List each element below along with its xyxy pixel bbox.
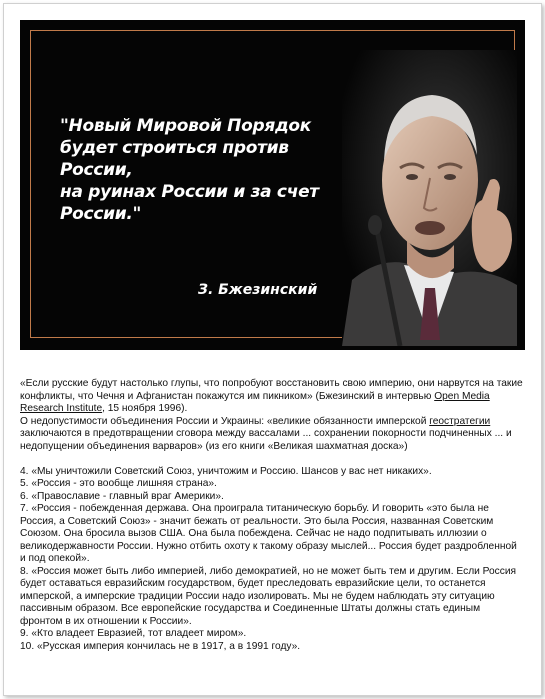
geostrategy-link[interactable]: геостратегии xyxy=(429,415,491,427)
quote-line: на руинах России и за счет xyxy=(60,182,319,202)
list-item: 8. «Россия может быть либо империей, либо демократией, но не может быть тем и другим. Если Россия будет оставаться евразийским государством, будет преследовать евразийские цели, то останется имперской, а имперские традиции России надо изолировать. Мы не будем наблюдать эту ситуацию пассивным образом. Все европейские государства и Соединенные Штаты должны стать единым фронтом в их отношении к России». xyxy=(20,565,517,627)
intro-paragraph xyxy=(20,378,525,416)
intro-text: заключаются в предотвращении сговора между вассалами ... сохранении покорности подчиненных ... и недопущении объединения варваров» (из его книги «Великая шахматная доска») xyxy=(20,428,512,452)
intro-text: , 15 ноября 1996). xyxy=(102,403,188,414)
portrait-photo xyxy=(342,50,517,346)
list-item: 9. «Кто владеет Евразией, тот владеет миром». xyxy=(20,628,247,639)
list-item: 5. «Россия - это вообще лишняя страна». xyxy=(20,478,217,489)
intro-text: О недопустимости объединения России и Украины: «великие обязанности имперской xyxy=(20,415,430,427)
quote-author: З. Бжезинский xyxy=(198,282,318,298)
list-item: 7. «Россия - побежденная держава. Она проиграла титаническую борьбу. И говорить «это была не Россия, а Советский Союз» - значит бежать от реальности. Это была Россия, названная Советским Союзом. Она бросила вызов США. Она была побеждена. Сейчас не надо подпитывать иллюзии о великодержавности России. Нужно отбить охоту к такому образу мыслей... Россия будет раздробленной и под опекой». xyxy=(20,503,517,564)
quote-line: "Новый Мировой Порядок xyxy=(60,116,312,136)
list-item: 4. «Мы уничтожили Советский Союз, уничтожим и Россию. Шансов у вас нет никаких». xyxy=(20,465,432,477)
paragraph-gap xyxy=(20,453,525,466)
quote-line: России." xyxy=(60,204,142,224)
source-link[interactable]: Open Media Research Institute xyxy=(20,390,490,414)
list-item: 10. «Русская империя кончилась не в 1917, а в 1991 году». xyxy=(20,640,301,652)
intro-text: «Если русские будут настолько глупы, что попробуют восстановить свою империю, они нарвутся на такие конфликты, что Чечня и Афганистан покажутся им пикником» (Бжезинский в интервью xyxy=(20,378,523,402)
quote-line: будет строиться против России, xyxy=(60,138,289,180)
poster-quote xyxy=(60,115,330,225)
article-text xyxy=(20,378,525,653)
intro-paragraph xyxy=(20,416,525,454)
quote-poster xyxy=(20,20,525,350)
list-item: 6. «Православие - главный враг Америки». xyxy=(20,490,224,502)
